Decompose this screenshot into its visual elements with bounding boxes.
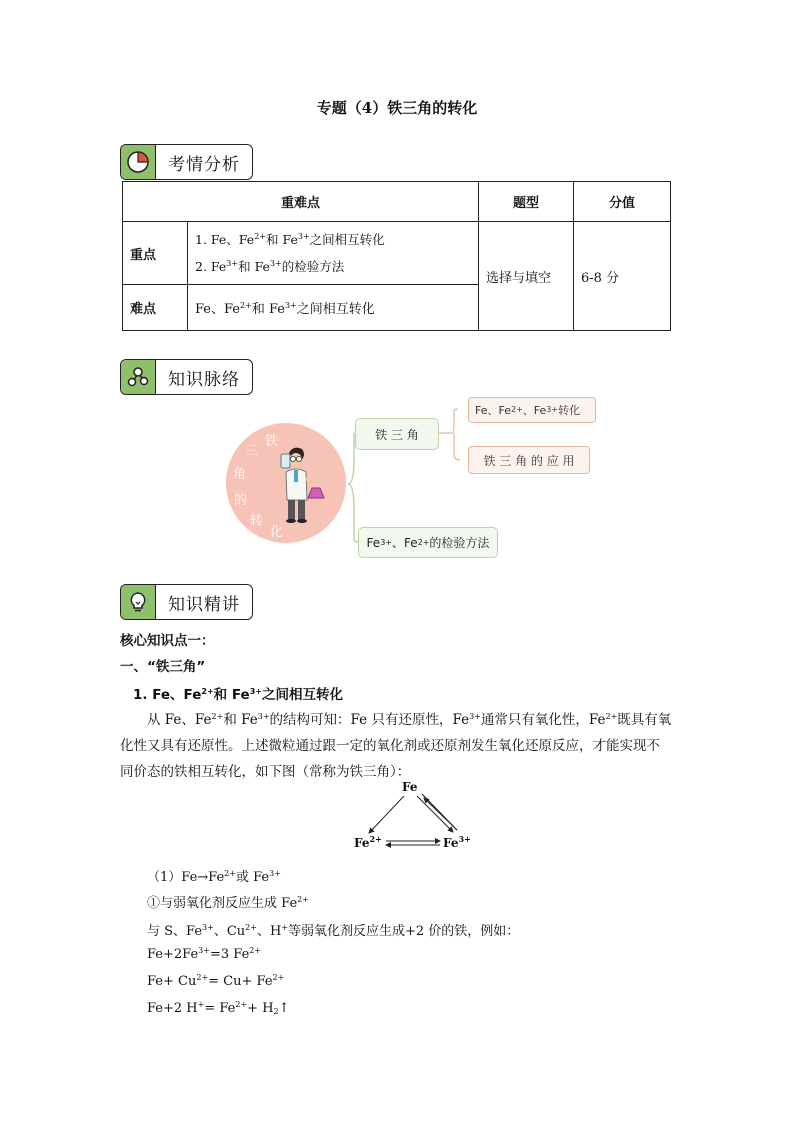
- subheading-weak-oxidant: ①与弱氧化剂反应生成 $Fe^{2+}$: [147, 895, 309, 911]
- page-title: 专题（4）铁三角的转化: [316, 99, 478, 117]
- difficult-point: Fe、$Fe^{2+}$和 $Fe^{3+}$之间相互转化: [188, 285, 479, 331]
- lightbulb-icon: [121, 585, 156, 619]
- header-type: 题型: [479, 182, 574, 222]
- heading-conversion: 1. Fe、$Fe^{2+}$和 $Fe^{3+}$之间相互转化: [133, 687, 343, 703]
- equation-2: $Fe+ Cu^{2+}= Cu+ Fe^{2+}$: [147, 973, 285, 989]
- circle-char-3: 角: [233, 467, 247, 482]
- header-score: 分值: [574, 182, 671, 222]
- network-icon: [121, 360, 156, 394]
- core-point-label: 核心知识点一：: [120, 633, 215, 649]
- circle-char-6: 化: [270, 525, 284, 540]
- circle-char-5: 转: [250, 514, 264, 529]
- scientist-illustration: [276, 446, 332, 526]
- section-header-knowledge-map: [120, 359, 253, 395]
- header-points: 重难点: [123, 182, 479, 222]
- section-title: 考情分析: [168, 154, 240, 175]
- score-value: 6-8 分: [574, 222, 671, 331]
- equation-3: Fe+2 $H^+= Fe^{2+}+$ $H_2↑$: [147, 1000, 290, 1016]
- key-point-2: 2. $Fe^{3+}$和 $Fe^{3+}$的检验方法: [195, 259, 345, 274]
- subheading-fe-to-ions: $(1)Fe\to Fe^{2+}$或 $Fe^{3+}$: [147, 869, 281, 885]
- analysis-table: [122, 181, 671, 331]
- section-header-explanation: [120, 584, 253, 620]
- iron-triangle-arrows: [360, 790, 470, 850]
- diagram-fe2: $Fe^{2+}$: [354, 834, 382, 850]
- circle-char-1: 铁: [265, 434, 279, 449]
- circle-char-4: 的: [234, 493, 248, 508]
- diagram-fe: Fe: [402, 780, 418, 794]
- equation-1: $Fe+2Fe^{3+}=3$ $Fe^{2+}$: [147, 946, 262, 962]
- type-value: 选择与填空: [479, 222, 574, 331]
- section-header-analysis: [120, 144, 253, 180]
- mindmap-node-conversion: Fe、Fe 2+ 、Fe 3+ 转化: [468, 397, 596, 423]
- pie-chart-icon: [121, 145, 156, 179]
- key-point-1: 1. Fe、$Fe^{2+}$和 $Fe^{3+}$之间相互转化: [195, 232, 385, 247]
- section-title: 知识精讲: [168, 594, 240, 615]
- heading-iron-triangle: 一、“铁三角”: [120, 659, 206, 675]
- key-points-cell: [188, 222, 479, 285]
- circle-char-2: 三: [245, 444, 259, 459]
- mindmap-node-application: 铁 三 角 的 应 用: [468, 446, 590, 474]
- section-title: 知识脉络: [168, 369, 240, 390]
- intro-paragraph: 从 Fe、$Fe^{2+}$和 $Fe^{3+}$的结构可知：Fe 只有还原性，$Fe^{3+}$通常只有氧化性，$Fe^{2+}$既具有氧化性又具有还原性。上述微粒通过跟一定的氧化剂或还原剂发生氧化还原反应，才能实现不同价态的铁相互转化，如下图（常称为铁三角）：: [120, 712, 672, 780]
- mindmap-node-detection: Fe 3+ 、Fe 2+ 的检验方法: [358, 527, 498, 558]
- row-label-key: 重点: [123, 222, 188, 285]
- weak-oxidant-desc: 与 S、$Fe^{3+}$、$Cu^{2+}$、H+等弱氧化剂反应生成+2 价的铁，例如：: [147, 923, 520, 939]
- mindmap-node-iron-triangle: 铁 三 角: [355, 418, 439, 450]
- row-label-difficult: 难点: [123, 285, 188, 331]
- diagram-fe3: $Fe^{3+}$: [443, 834, 471, 850]
